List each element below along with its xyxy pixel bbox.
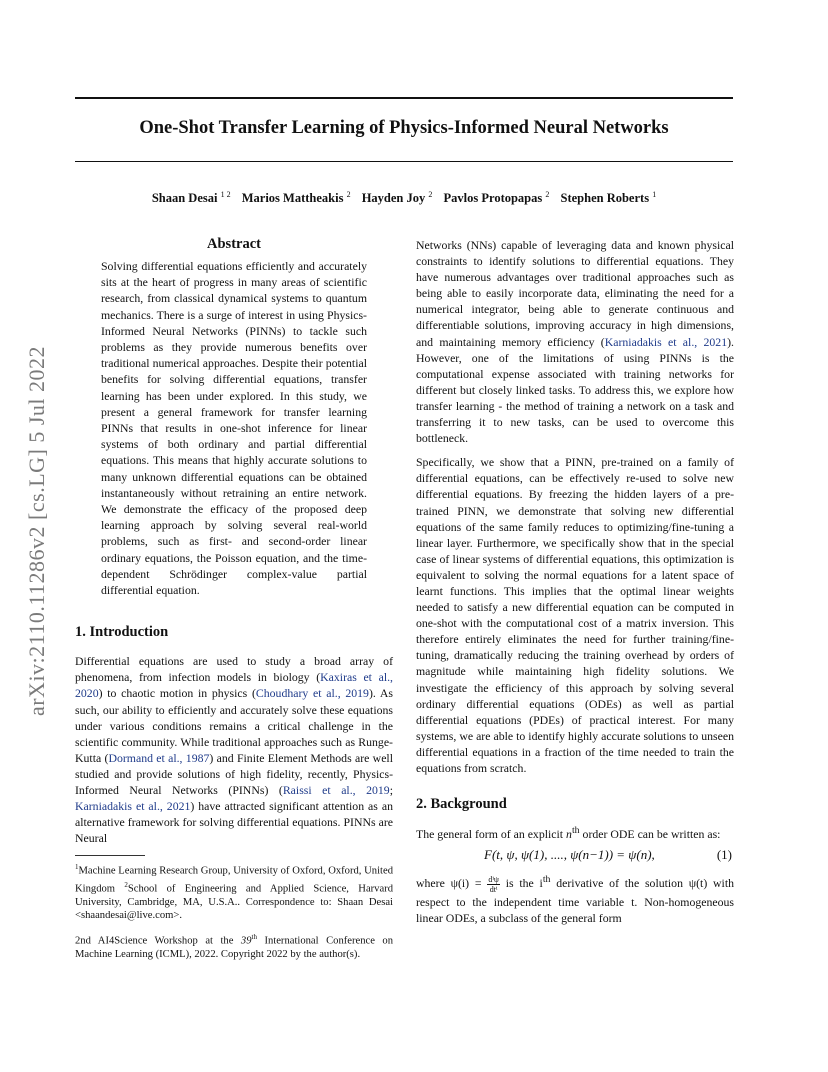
introduction-paragraph: Differential equations are used to study a broad array of phenomena, from infection models in biology (Kaxiras et al., 2020) to chaotic motion in physics (Choudhary et al., 2019). As such, our ability to efficiently and accurately solve these equations under various conditions remains a critical challenge in the scientific community. While traditional approaches such as Runge-Kutta (Dormand et al., 1987) and Finite Element Methods are well studied and provide solutions of high fidelity, recently, Physics-Informed Neural Networks (PINNs) (Raissi et al., 2019; Karniadakis et al., 2021) have attracted significant attention as an alternative framework for solving differential equations. PINNs are Neural <box>75 654 393 846</box>
footnote-affiliations: $^1$Machine Learning Research Group, University of Oxford, Oxford, United Kingdom $^2$School of Engineering and Applied Science, Harvard University, Cambridge, MA, U.S.A.. Correspondence to: Shaan Desai <shaandesai@live.com>. <box>75 863 393 922</box>
citation-link[interactable]: Raissi et al., 2019 <box>282 783 390 798</box>
author: Stephen Roberts $^1$ <box>560 190 657 206</box>
introduction-paragraph-continued: Networks (NNs) capable of leveraging data and known physical constraints to identify solutions to differential equations. They have numerous advantages over traditional approaches such as being able to easily incorporate data, eliminating the need for a numerical integrator, being able to generate continuous and differentiable solutions, improving accuracy in high dimensions, and maintaining memory efficiency (Karniadakis et al., 2021). However, one of the limitations of using PINNs is the computational expense associated with training networks for different but closely linked tasks. To address this, we explore how transfer learning - the method of training a network on a task and transferring it to new tasks, can be used to overcome this bottleneck. <box>416 238 734 446</box>
citation-link[interactable]: Kaxiras et al., 2020 <box>75 670 393 701</box>
equation-expression: F(t, ψ, ψ(1), ...., ψ(n−1)) = ψ(n), <box>484 847 655 863</box>
background-heading: 2. Background <box>416 796 507 813</box>
author: Hayden Joy $^2$ <box>361 190 433 206</box>
citation-link[interactable]: Choudhary et al., 2019 <box>255 686 369 701</box>
introduction-paragraph-2: Specifically, we show that a PINN, pre-trained on a family of differential equations, can be effectively re-used to solve new differential equations. By freezing the hidden layers of a pre-trained PINN, we demonstrate that solving new differential equations of the same family reduces to optimizing/fine-tuning a linear layer. Furthermore, we specifically show that in the special case of linear systems of differential equations, this optimization is equivalent to solving the normal equations for a latent space of learnt functions. This implies that the optimal linear weights needed to satisfy a new differential equation can be computed in one-shot with the computational cost of a matrix inversion. This therefore entirely eliminates the need for further training/fine-tuning, dramatically reducing the training overhead by orders of magnitude while maintaining high fidelity solutions. We investigate the efficiency of this approach by solving several ordinary differential equations (ODEs) as well as partial differential equations (PDEs) of practical interest. For many systems, we are able to identify highly accurate solutions to unseen differential equations in a fraction of the time needed to train the equations from scratch. <box>416 455 734 775</box>
abstract-text: Solving differential equations efficiently and accurately sits at the heart of progress in many areas of scientific research, from classical dynamical systems to quantum mechanics. There is a surge of interest in using Physics-Informed Neural Networks (PINNs) to tackle such problems as they provide numerous benefits over traditional numerical approaches. Despite their potential benefits for solving differential equations, transfer learning has been under explored. In this study, we present a general framework for transfer learning PINNs that results in one-shot inference for linear systems of both ordinary and partial differential equations. This means that highly accurate solutions to many unknown differential equations can be obtained instantaneously without retraining an entire network. We demonstrate the efficacy of the proposed deep learning approach by solving several real-world problems, such as first- and second-order linear ordinary equations, the Poisson equation, and the time-dependent Schrödinger complex-value partial differential equation. <box>101 259 367 598</box>
background-paragraph-2: where ψ(i) = $\frac{\text{dⁱψ}}{\text{dtⁱ}}$ is the $i^{th}$ derivative of the solution ψ(t) with respect to the independent time variable t. Non-homogeneous linear ODEs, a subclass of the general form <box>416 874 735 925</box>
footnote-venue: 2nd AI4Science Workshop at the 39th International Conference on Machine Learning (ICML), 2022. Copyright 2022 by the author(s). <box>75 932 393 960</box>
author-list <box>75 190 733 206</box>
introduction-heading: 1. Introduction <box>75 624 169 641</box>
citation-link[interactable]: Karniadakis et al., 2021 <box>75 799 191 814</box>
abstract-heading: Abstract <box>207 236 261 252</box>
citation-link[interactable]: Karniadakis et al., 2021 <box>604 334 728 349</box>
right-column <box>416 237 734 926</box>
title-top-rule <box>75 97 733 99</box>
derivative-fraction: $\frac{\text{dⁱψ}}{\text{dtⁱ}}$ <box>488 874 499 894</box>
equation-1 <box>416 844 734 868</box>
author: Pavlos Protopapas $^2$ <box>443 190 550 206</box>
citation-link[interactable]: Dormand et al., 1987 <box>108 750 210 765</box>
left-column <box>75 236 393 962</box>
footnote-rule <box>75 855 145 856</box>
arxiv-identifier: arXiv:2110.11286v2 [cs.LG] 5 Jul 2022 <box>24 345 49 717</box>
title-bottom-rule <box>75 161 733 162</box>
author: Shaan Desai $^{1 2}$ <box>151 190 231 206</box>
author: Marios Mattheakis $^2$ <box>241 190 351 206</box>
background-paragraph: The general form of an explicit $n^{th}$ order ODE can be written as: <box>416 825 721 842</box>
paper-title: One-Shot Transfer Learning of Physics-Informed Neural Networks <box>139 118 669 138</box>
equation-number: (1) <box>716 847 732 863</box>
